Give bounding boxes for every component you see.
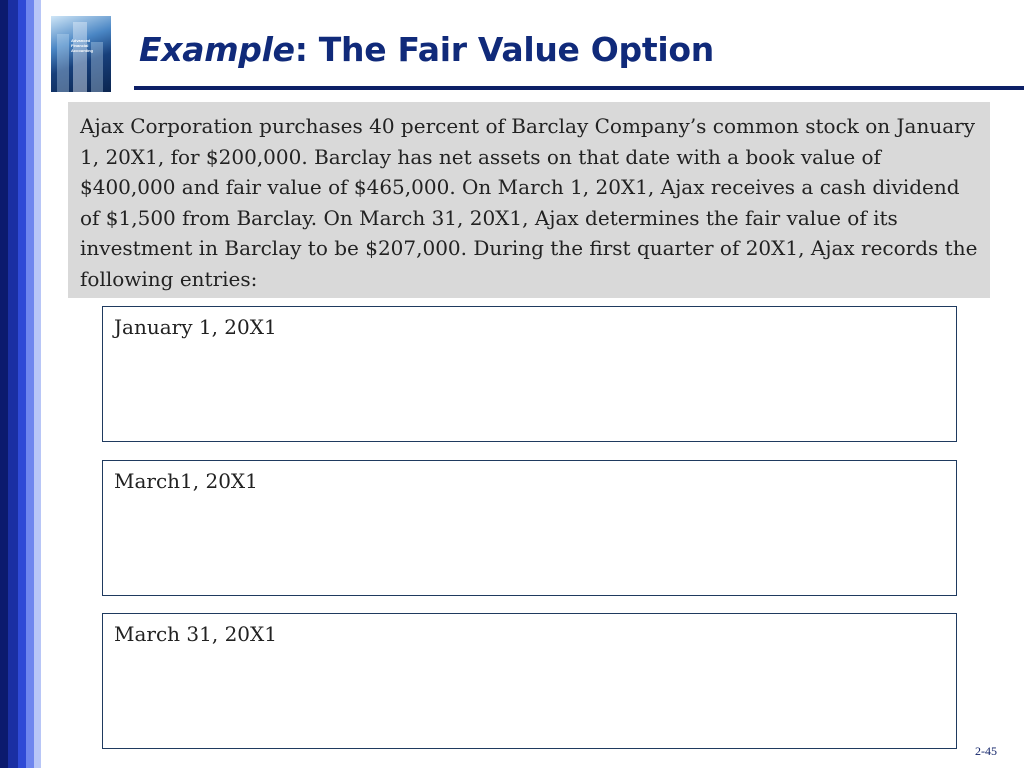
cover-building <box>57 34 69 92</box>
slide-title-emphasis: Example <box>139 30 295 69</box>
cover-text-line: Accounting <box>71 48 93 53</box>
cover-text-line: Financial <box>71 43 89 48</box>
entry-date: March 31, 20X1 <box>114 622 277 646</box>
page-number: 2-45 <box>975 744 997 758</box>
journal-entry-box-mar31 <box>102 613 957 749</box>
slide-title <box>139 30 714 69</box>
left-stripe-5 <box>34 0 41 768</box>
left-stripe-4 <box>26 0 34 768</box>
slide-title-rest: : The Fair Value Option <box>294 30 714 69</box>
cover-text <box>71 38 107 53</box>
title-divider <box>134 86 1024 90</box>
left-stripe-2 <box>8 0 18 768</box>
entry-date: January 1, 20X1 <box>114 315 277 339</box>
left-stripe-1 <box>0 0 8 768</box>
journal-entry-box-jan1 <box>102 306 957 442</box>
problem-text-box: Ajax Corporation purchases 40 percent of Barclay Company’s common stock on January 1, 20X1, for $200,000. Barclay has net assets on that date with a book value of $400,000 and fair value of $465,000. On March 1, 20X1, Ajax receives a cash dividend of $1,500 from Barclay. On March 31, 20X1, Ajax determines the fair value of its investment in Barclay to be $207,000. During the first quarter of 20X1, Ajax records the following entries: <box>68 102 990 298</box>
left-stripe-3 <box>18 0 26 768</box>
cover-building <box>73 22 87 92</box>
journal-entry-box-mar1 <box>102 460 957 596</box>
book-cover-image <box>51 16 111 92</box>
cover-text-line: Advanced <box>71 38 91 43</box>
entry-date: March1, 20X1 <box>114 469 258 493</box>
